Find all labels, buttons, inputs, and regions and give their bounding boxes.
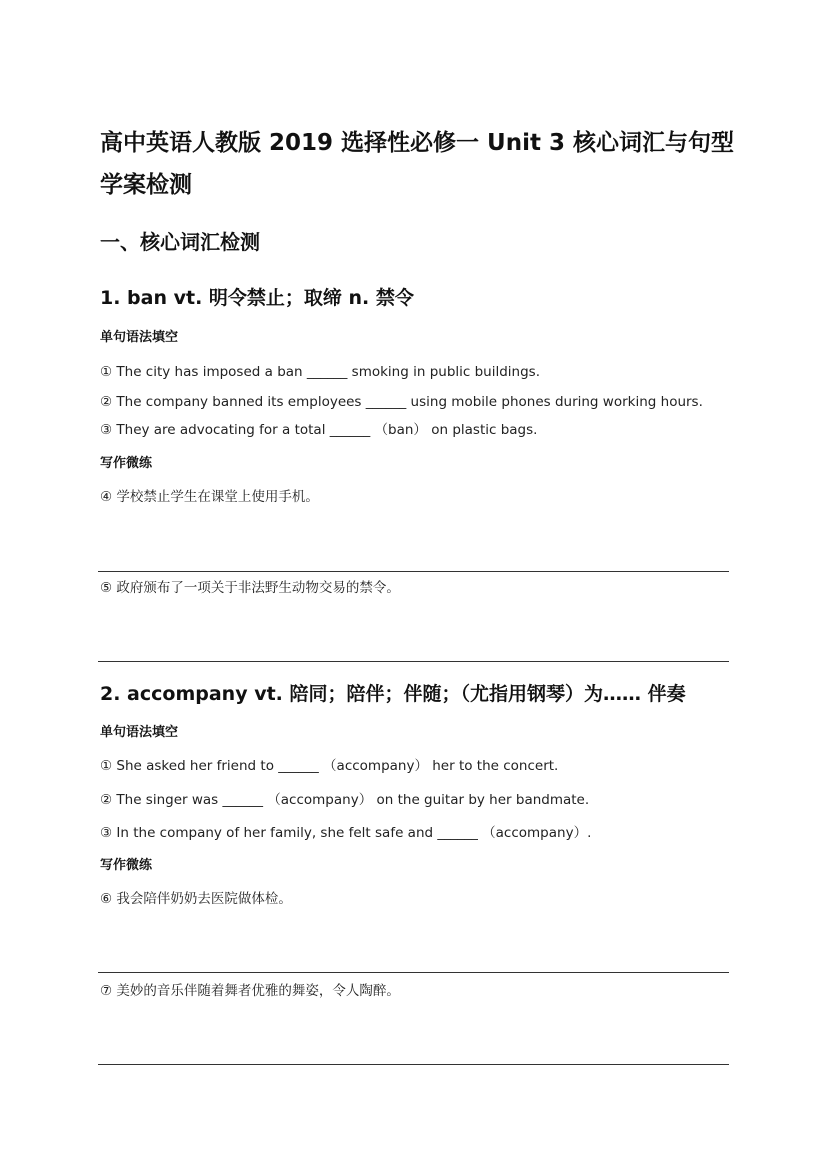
fill-in-label: 单句语法填空 xyxy=(100,725,179,740)
answer-line xyxy=(98,661,729,662)
fill-in-item: ② The company banned its employees ______ using mobile phones during working hours. xyxy=(100,394,703,410)
fill-in-item: ① She asked her friend to ______ （accompany） her to the concert. xyxy=(100,758,559,774)
writing-practice-label: 写作微练 xyxy=(100,858,153,873)
writing-item: ④ 学校禁止学生在课堂上使用手机。 xyxy=(100,489,319,505)
writing-item: ⑥ 我会陪伴奶奶去医院做体检。 xyxy=(100,891,292,907)
answer-line xyxy=(98,972,729,973)
writing-item: ⑦ 美妙的音乐伴随着舞者优雅的舞姿，令人陶醉。 xyxy=(100,983,400,999)
writing-item: ⑤ 政府颁布了一项关于非法野生动物交易的禁令。 xyxy=(100,580,400,596)
entry-heading-accompany: 2. accompany vt. 陪同；陪伴；伴随；（尤指用钢琴）为…… 伴奏 xyxy=(100,683,686,705)
fill-in-item: ② The singer was ______ （accompany） on the guitar by her bandmate. xyxy=(100,792,590,808)
answer-line xyxy=(98,1064,729,1065)
document-title: 高中英语人教版 2019 选择性必修一 Unit 3 核心词汇与句型学案检测 xyxy=(100,130,734,198)
answer-line xyxy=(98,571,729,572)
fill-in-item: ③ They are advocating for a total ______ （ban） on plastic bags. xyxy=(100,422,538,438)
entry-heading-ban: 1. ban vt. 明令禁止；取缔 n. 禁令 xyxy=(100,287,414,309)
section-heading-core-vocabulary: 一、核心词汇检测 xyxy=(100,230,260,254)
fill-in-label: 单句语法填空 xyxy=(100,330,179,345)
writing-practice-label: 写作微练 xyxy=(100,456,153,471)
fill-in-item: ③ In the company of her family, she felt safe and ______ （accompany）. xyxy=(100,825,592,841)
fill-in-item: ① The city has imposed a ban ______ smoking in public buildings. xyxy=(100,364,541,380)
